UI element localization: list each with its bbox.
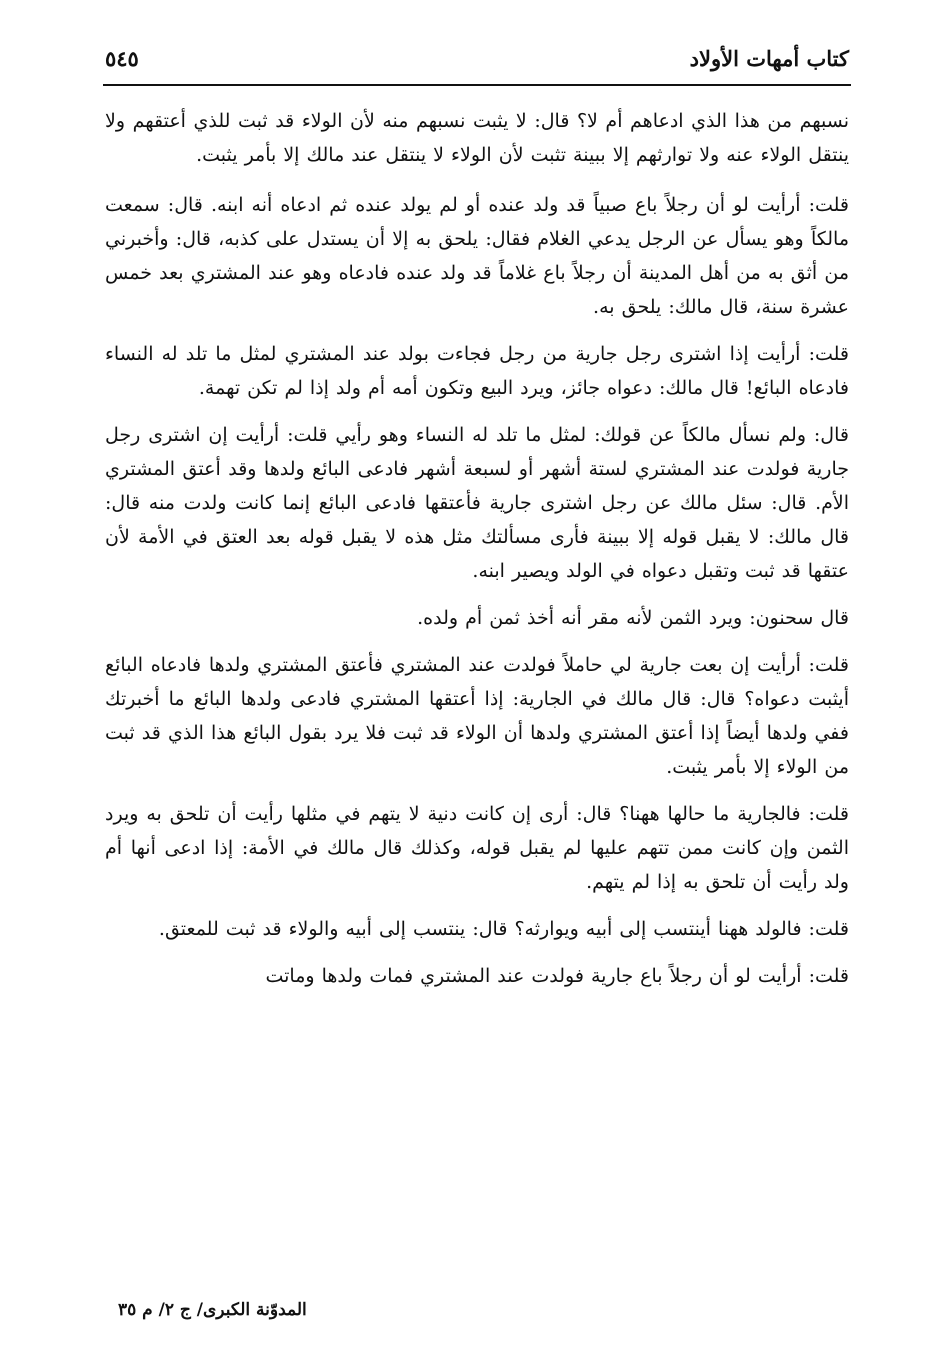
paragraph: قلت: أرأيت لو أن رجلاً باع صبياً قد ولد عنده أو لم يولد عنده ثم ادعاه أنه ابنه. قال: سمعت مالكاً وهو يسأل عن الرجل يدعي الغلام فقال: يلحق به إلا أن يستدل على كذبه، قال: وأخبرني من أثق به من أهل المدينة أن رجلاً باع غلاماً قد ولد عنده فادعاه وهو عند المشتري بعد خمس عشرة سنة، قال مالك: يلحق به. bbox=[105, 194, 849, 318]
running-title: كتاب أمهات الأولاد bbox=[689, 46, 849, 71]
body-text bbox=[105, 104, 849, 1006]
paragraph: قال سحنون: ويرد الثمن لأنه مقر أنه أخذ ثمن أم ولده. bbox=[417, 607, 849, 629]
paragraph: قلت: أرأيت لو أن رجلاً باع جارية فولدت عند المشتري فمات ولدها وماتت bbox=[265, 965, 849, 987]
paragraph: قلت: فالولد ههنا أينتسب إلى أبيه ويوارثه؟ قال: ينتسب إلى أبيه والولاء قد ثبت للمعتق. bbox=[158, 918, 849, 940]
page-number: ٥٤٥ bbox=[105, 46, 139, 71]
paragraph: نسبهم من هذا الذي ادعاهم أم لا؟ قال: لا يثبت نسبهم منه لأن الولاء قد ثبت للذي أعتقهم ولا ينتقل الولاء عنه ولا توارثهم إلا ببينة تثبت لأن الولاء لا ينتقل عند مالك إلا بأمر يثبت. bbox=[105, 110, 849, 166]
header-divider bbox=[103, 84, 851, 86]
paragraph: قال: ولم نسأل مالكاً عن قولك: لمثل ما تلد له النساء وهو رأيي قلت: أرأيت إن اشترى رجل جارية فولدت عند المشتري لستة أشهر أو لسبعة أشهر فادعى البائع ولدها وقد أعتق المشتري الأم. قال: سئل مالك عن رجل اشترى جارية فأعتقها فادعى البائع إنما كانت ولدت منه قال: قال مالك: لا يقبل قوله إلا ببينة فأرى مسألتك مثل هذه لا يقبل قوله بعد العتق في الأمة لأن عتقها قد ثبت وتقبل دعواه في الولد ويصير ابنه. bbox=[105, 424, 849, 582]
page-header bbox=[105, 40, 849, 84]
paragraph: قلت: أرأيت إذا اشترى رجل جارية من رجل فجاءت بولد عند المشتري لمثل ما تلد له النساء فادعاه البائع! قال مالك: دعواه جائز، ويرد البيع وتكون أمه أم ولد إذا لم تكن تهمة. bbox=[105, 343, 849, 399]
paragraph: قلت: أرأيت إن بعت جارية لي حاملاً فولدت عند المشتري فأعتق المشتري ولدها فادعاه البائع أيثبت دعواه؟ قال: قال مالك في الجارية: إذا أعتقها المشتري فادعى ولدها البائع ما أخبرتك ففي ولدها أيضاً إذا أعتق المشتري ولدها أن الولاء قد ثبت فلا يرد بقول البائع هذا الذي قد ثبت من الولاء إلا بأمر يثبت. bbox=[105, 654, 849, 778]
signature-mark: المدوّنة الكبرى/ ج ٢/ م ٣٥ bbox=[118, 1300, 307, 1320]
paragraph: قلت: فالجارية ما حالها ههنا؟ قال: أرى إن كانت دنية لا يتهم في مثلها رأيت أن تلحق به ويرد الثمن وإن كانت ممن تتهم عليها لم يقبل قوله، وكذلك قال مالك في الأمة: إذا ادعى أنها أم ولد رأيت أن تلحق به إذا لم يتهم. bbox=[105, 803, 849, 893]
